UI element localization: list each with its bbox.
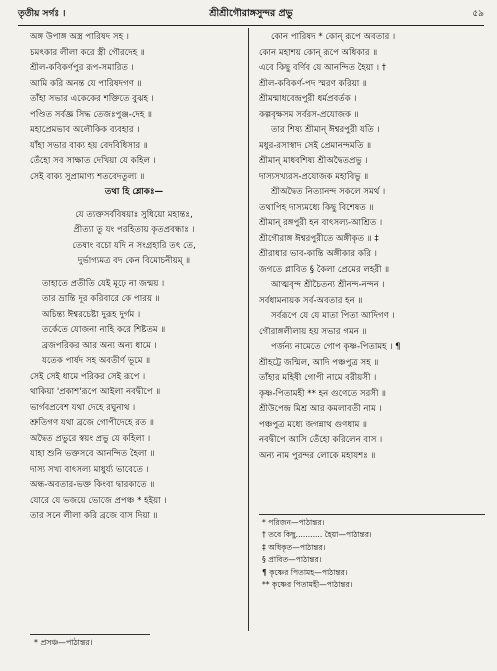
chapter-label: তৃতীয় সর্গঃ । [18,9,66,19]
verse-line: দুর্ভাগ্যমত্র বদ কেন বিমোচনীয়ম্ ॥ [77,256,191,266]
verse-line: যতেক পার্ষদ সহ অবতীর্ণ ভূমে ॥ [42,356,151,366]
verse-line: সর্বরূপে যে যে মাতা পিতা আদিগণ । [271,311,395,321]
verse-line: কোন পারিষদ * কোন্ রূপে অবতার । [271,32,396,42]
footnote: ** কৃষ্ণের পিতামহী—পাঠান্তর। [262,579,353,589]
verse-line: যাহা শুনি ভক্তসবে আনন্দিত হৈলা ॥ [30,449,155,459]
right-footnote-rule [259,514,485,515]
verse-line: শ্রীরাধার ভাব-কান্তি অঙ্গীকার করি । [259,249,377,259]
verse-line: সেই বাক্য সুপ্রামাণ্য শতবেদতুল্য ॥ [30,171,145,182]
verse-line: অন্য নাম পুরন্দর লোকে মহাযশঃ ॥ [259,450,376,461]
verse-line: দাস্য সখ্য বাৎসল্য মাধুর্য্য ভাবেতে । [30,464,149,475]
left-footnote-rule [30,634,150,635]
footnote: * পরিজন—পাঠান্তর। [262,518,325,527]
verse-line: থাকিয়া 'প্রকাশ'রূপে আইলা নবদ্বীপে ॥ [30,387,161,397]
verse-line: তাহাতে প্রতীতি যেই মূঢ়ে না জন্ময় । [42,278,165,289]
verse-line: শ্রীঅদ্বৈত নিত্যানন্দ সকলে সমর্থ । [271,187,386,197]
verse-line: পর্জন্য নামেতে গোপ কৃষ্ণ-পিতামহ । ¶ [271,342,401,352]
left-footnote: * প্রসঞ্চ—পাঠান্তর। [34,638,93,647]
footnote: ‡ অধিকৃত—পাঠান্তর। [262,542,326,552]
footnote: ¶ কৃষ্ণের পিতামহ—পাঠান্তর। [262,567,348,577]
verse-line: মহাপ্রেমভাব অলৌকিক ব্যবহার । [30,125,140,135]
verse-line: তথাপিহ দাস্যমধ্যে কিছু বিশেষত ॥ [259,202,374,213]
verse-line: তাঁহা সভার একেকের শক্তিতে বুঝহ । [30,94,154,104]
verse-line: আত্মবৃন্দ শ্রীচৈতন্য শ্রীনন্দ-নন্দন । [271,280,385,290]
verse-line: পঞ্চপুত্র মধ্যে জগন্নাথ গুণধাম ॥ [259,419,367,430]
verse-line: অচিন্ত্য ঈশ্বরচেষ্টা দুরূহ দুর্গম । [42,309,141,320]
verse-line: কল্পবৃক্ষসম সর্বরস-প্রযোজক ॥ [259,109,359,120]
verse-line: শ্রীমান্ মাধবশিষ্য শ্রীঅদ্বৈতপ্রভু । [259,156,368,166]
verse-line: মধুর-রসাস্বাদ সেই প্রেমানন্দমতি ॥ [259,140,372,151]
verse-line: শ্রুতিগণ যথা ব্রজে গোপীদেহে রত ॥ [30,418,154,428]
verse-line: তাঁহার মহিষী গোপী নামে বরীয়সী । [259,373,377,383]
verse-line: নবদ্বীপে আসি তেঁহো করিলেন বাস । [259,435,383,445]
verse-line: তথা হি শ্লোকঃ— [104,187,164,197]
verse-line: শ্রীমন্মাধবেন্দ্রপুরী ধর্মপ্রবর্তক । [259,94,357,104]
verse-line: শ্রীহট্টে জন্মিল, আদি পঞ্চপুত্র সহ ॥ [259,357,379,368]
verse-line: অঙ্গ উপাঙ্গ অস্ত্র পারিষদ সহ । [30,32,129,42]
verse-line: জগতে প্লাবিত § কৈলা প্রেমের লহরী ॥ [259,264,390,275]
verse-line: সেই সেই ধামে পরিকর সেই রূপে । [30,371,146,382]
verse-line: অদ্বৈত প্রভুরে স্বয়ং প্রভু যে কহিলা । [30,433,151,444]
page-number: ৫৯ [472,9,484,19]
verse-line: সর্বধামনায়ক সর্ব-অবতার হন ॥ [259,295,363,306]
header-rule [18,25,484,26]
verse-line: যোরে যে ভজয়ে ভোজে প্রপঞ্চ * হইয়া । [30,495,167,506]
verse-line: যে ত্যক্তসর্ববিষয়াঃ সুধিয়ো মহান্তঃ, [75,209,193,220]
verse-line: প্রীত্যা তু যং পরহিতায় কৃতপ্রবন্ধাঃ । [73,225,195,235]
verse-line: তর্কেতে যোজনা নাহি করে শিষ্টতম ॥ [42,325,166,335]
verse-line: তার শিষ্য শ্রীমান্ ঈশ্বরপুরী যতি । [271,125,380,135]
left-column [30,30,238,632]
verse-line: কোন মহাশয় কোন্ রূপে অধিকার ॥ [259,47,378,58]
verse-line: চমৎকার লীলা করে স্ত্রী গৌরদেহ ॥ [30,47,145,58]
right-footnotes [262,517,484,591]
verse-line: তার সনে লীলা করি ব্রজে বাস দিয়া ॥ [30,511,158,521]
verse-line: তেঁহো সব সাক্ষাত দেখিয়া যে কহিল । [30,156,156,166]
footnote: † তবে কিছু........... হৈয়া—পাঠান্তর। [262,530,372,540]
verse-line: তার ভ্রান্তি দূর করিবারে কে পারয় ॥ [42,294,160,304]
blank-line [30,270,238,277]
verse-line: ব্রজপরিকর আর অন্য অন্য ধামে । [42,340,157,351]
verse-line: এবে কিছু বর্ণিব যে আনন্দিত হৈয়া । † [259,63,387,73]
verse-line: শ্রীগৌরাঙ্গ ঈশ্বরপুরীতে অঙ্গীকৃত ॥ ‡ [259,233,379,244]
verse-line: তেষাং বচো যদি ন সংগ্রহারি তৎ তে, [72,240,196,251]
verse-line: শ্রীল-কবিকর্ণ-পদ স্মরণ করিয়া ॥ [259,78,367,89]
verse-line: কৃষ্ণ-পিতামহী ** হন গুণেতে সরসী ॥ [259,388,387,399]
verse-line: শ্রীল-কবিকর্ণপুর রূপ-সমারিত । [30,63,134,73]
verse-line: আমি করি অনন্ত যে পারিষদগণ ॥ [30,78,142,89]
running-title: শ্রীশ্রীগৌরাঙ্গসুন্দর প্রভু [209,8,293,19]
verse-line: পণ্ডিত সর্বজ্ঞ সিদ্ধ তেজঃপুঞ্জ-দেহ ॥ [30,109,152,120]
verse-line: গৌরাঙ্গলীলায় হয় সভার গমন ॥ [259,326,367,337]
verse-line: শ্রীমান্ রঙ্গপুরী হন বাৎসল্য-আশ্রিত । [259,218,383,228]
verse-line: যাঁহা সভার বাক্য হয় বেদবিধিসার ॥ [30,140,148,151]
footnote: § প্রাবিত—পাঠান্তর। [262,555,322,565]
column-divider [248,28,249,631]
page-header [18,6,484,22]
verse-line: দাস্যসখ্যরস-প্রযোজক মহাবিভু ॥ [259,171,369,182]
verse-line: ভার্গবপ্রবেশ যথা দেহে রঘুনাথ । [30,402,136,413]
blank-line [30,201,238,208]
verse-line: শ্রীউপেন্দ্র মিশ্র আর কমলাবতী নাম । [259,404,382,414]
verse-line: অন্ধ-অবতার-ভক্ত কিংবা দ্বারকাতে ॥ [30,480,155,490]
